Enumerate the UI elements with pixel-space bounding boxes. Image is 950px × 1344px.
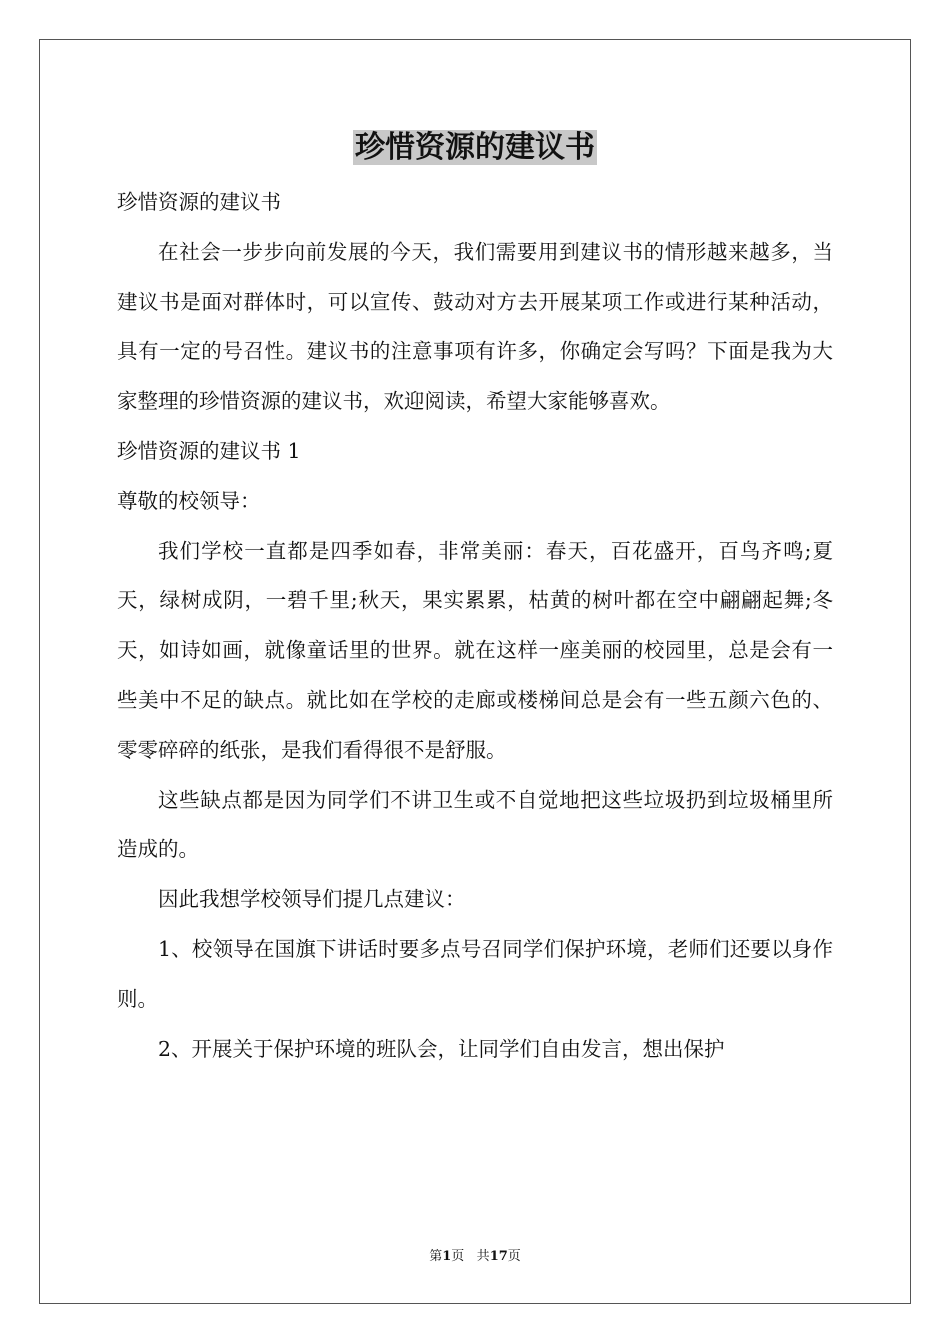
paragraph-body: 这些缺点都是因为同学们不讲卫生或不自觉地把这些垃圾扔到垃圾桶里所造成的。	[117, 787, 833, 862]
footer-page-number: 1	[442, 1249, 452, 1264]
page-footer	[0, 1248, 950, 1266]
paragraph-section-heading: 珍惜资源的建议书 1	[117, 438, 301, 463]
paragraph-body: 我们学校一直都是四季如春，非常美丽：春天，百花盛开，百鸟齐鸣;夏天，绿树成阴，一碧千里;秋天，果实累累，枯黄的树叶都在空中翩翩起舞;冬天，如诗如画，就像童话里的世界。就在这样一座美丽的校园里，总是会有一些美中不足的缺点。就比如在学校的走廊或楼梯间总是会有一些五颜六色的、零零碎碎的纸张，是我们看得很不是舒服。	[117, 538, 833, 762]
footer-total-pages: 17	[489, 1249, 508, 1264]
paragraph-suggestion: 1、校领导在国旗下讲话时要多点号召同学们保护环境，老师们还要以身作则。	[117, 936, 833, 1011]
paragraph-body: 因此我想学校领导们提几点建议：	[158, 887, 466, 912]
paragraph-intro: 在社会一步步向前发展的今天，我们需要用到建议书的情形越来越多，当建议书是面对群体时，可以宣传、鼓动对方去开展某项工作或进行某种活动，具有一定的号召性。建议书的注意事项有许多，你确定会写吗？下面是我为大家整理的珍惜资源的建议书，欢迎阅读，希望大家能够喜欢。	[117, 239, 833, 414]
footer-prefix: 第	[429, 1249, 443, 1264]
footer-page-suffix: 页	[451, 1249, 465, 1264]
footer-total-suffix: 页	[507, 1249, 521, 1264]
paragraph-suggestion: 2、开展关于保护环境的班队会，让同学们自由发言，想出保护	[158, 1036, 725, 1061]
paragraph-subtitle: 珍惜资源的建议书	[117, 190, 281, 214]
document-body	[117, 178, 833, 1074]
paragraph-salutation: 尊敬的校领导：	[117, 488, 261, 513]
document-title-text: 珍惜资源的建议书	[355, 130, 595, 165]
footer-total-prefix: 共	[476, 1249, 490, 1264]
document-title	[0, 128, 950, 168]
